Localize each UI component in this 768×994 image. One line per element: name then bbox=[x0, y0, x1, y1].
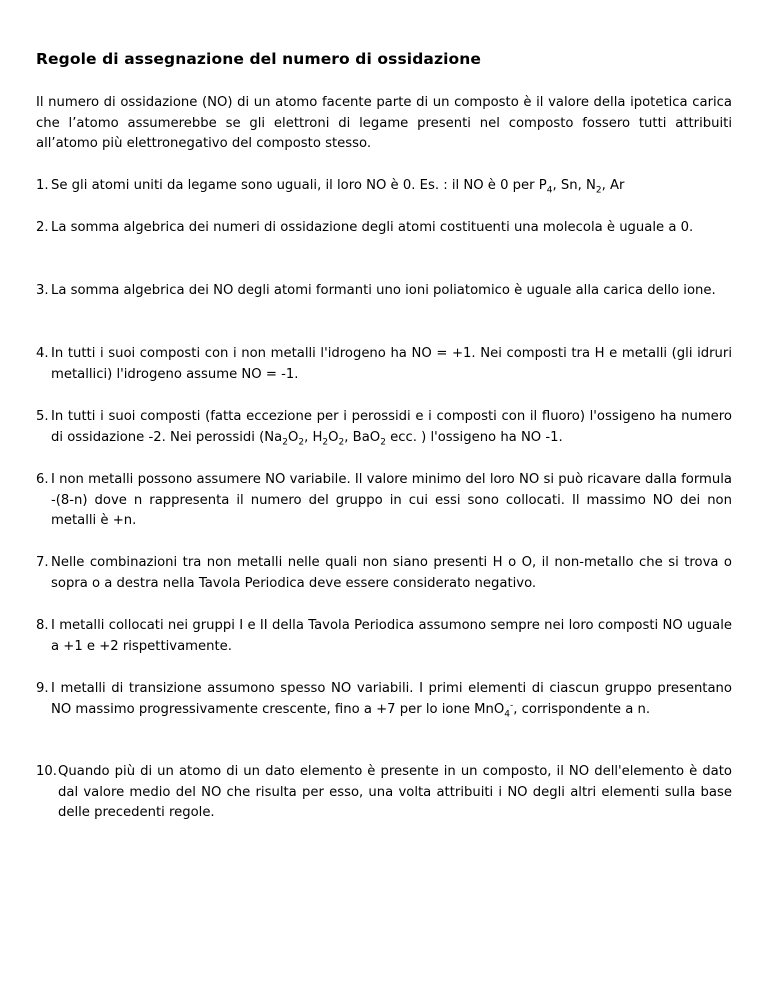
rule-item bbox=[36, 344, 732, 385]
rule-item bbox=[36, 762, 732, 824]
rule-number: 10. bbox=[36, 764, 57, 779]
rule-item bbox=[36, 616, 732, 657]
rule-number: 6. bbox=[36, 472, 49, 487]
rule-text: Quando più di un atomo di un dato elemento è presente in un composto, il NO dell'elemento è dato dal valore medio del NO che risulta per esso, una volta attribuiti i NO degli altri elementi sulla base delle precedenti regole. bbox=[58, 764, 732, 820]
rule-number: 2. bbox=[36, 220, 49, 235]
rule-number: 7. bbox=[36, 555, 49, 570]
rule-item bbox=[36, 281, 732, 302]
rule-text: In tutti i suoi composti (fatta eccezione per i perossidi e i composti con il fluoro) l'ossigeno ha numero di ossidazione -2. Nei perossidi ($Na_2O_2$, $H_2O_2$, BaO$_2$ ecc. ) l'ossigeno ha NO -1. bbox=[51, 409, 732, 448]
document-title: Regole di assegnazione del numero di ossidazione bbox=[36, 50, 481, 68]
rule-text: In tutti i suoi composti con i non metalli l'idrogeno ha NO = +1. Nei composti tra H e metalli (gli idruri metallici) l'idrogeno assume NO = -1. bbox=[51, 346, 732, 382]
rule-item bbox=[36, 218, 732, 239]
rule-number: 8. bbox=[36, 618, 49, 633]
rule-item bbox=[36, 470, 732, 532]
rule-item bbox=[36, 679, 732, 720]
rule-item bbox=[36, 553, 732, 594]
rule-item bbox=[36, 407, 732, 448]
rule-number: 9. bbox=[36, 681, 49, 696]
rule-text: Nelle combinazioni tra non metalli nelle quali non siano presenti H o O, il non-metallo che si trova o sopra o a destra nella Tavola Periodica deve essere considerato negativo. bbox=[51, 555, 732, 591]
rule-text: I non metalli possono assumere NO variabile. Il valore minimo del loro NO si può ricavare dalla formula -(8-n) dove n rappresenta il numero del gruppo in cui essi sono collocati. Il massimo NO dei non metalli è +n. bbox=[51, 472, 732, 528]
rule-text: I metalli di transizione assumono spesso NO variabili. I primi elementi di ciascun gruppo presentano NO massimo progressivamente crescente, fino a +7 per lo ione MnO$_4$-, corrispondente a n. bbox=[51, 681, 732, 720]
rule-text: La somma algebrica dei NO degli atomi formanti uno ioni poliatomico è uguale alla carica dello ione. bbox=[51, 283, 716, 298]
rule-text: La somma algebrica dei numeri di ossidazione degli atomi costituenti una molecola è uguale a 0. bbox=[51, 220, 694, 235]
rule-number: 1. bbox=[36, 178, 49, 193]
rule-text: Se gli atomi uniti da legame sono uguali, il loro NO è 0. Es. : il NO è 0 per $P_4$, Sn, $N_2$, Ar bbox=[51, 178, 625, 196]
rule-number: 5. bbox=[36, 409, 49, 424]
rule-item bbox=[36, 176, 732, 197]
rule-text: I metalli collocati nei gruppi I e II della Tavola Periodica assumono sempre nei loro composti NO uguale a +1 e +2 rispettivamente. bbox=[51, 618, 732, 654]
rule-number: 4. bbox=[36, 346, 49, 361]
rule-number: 3. bbox=[36, 283, 49, 298]
intro-paragraph: Il numero di ossidazione (NO) di un atomo facente parte di un composto è il valore della ipotetica carica che l’atomo assumerebbe se gli elettroni di legame presenti nel composto fossero tutti attribuiti all’atomo più elettronegativo del composto stesso. bbox=[36, 95, 732, 151]
